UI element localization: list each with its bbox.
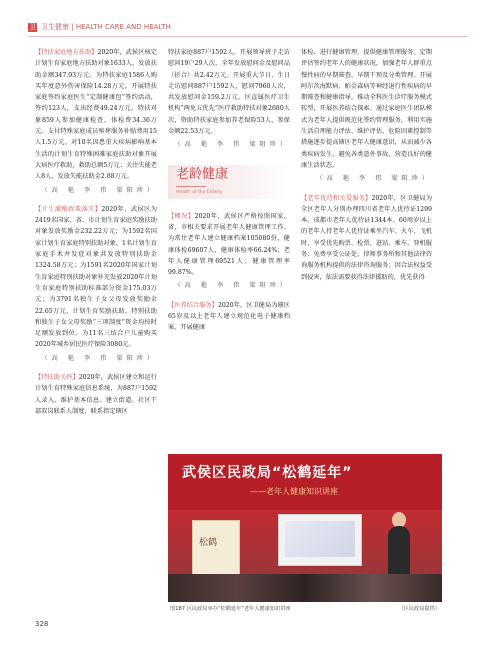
photo-board-text: 松鹤 [199,538,218,548]
chapter-title: 老龄健康 [176,166,229,182]
photo-banner-subtext: ——老年人健康知识讲座 [250,487,338,496]
photo-stage-banner [168,454,442,510]
author-line: （高 艳 李 伟 梁阳珍） [41,186,157,194]
column-2 [168,47,290,334]
paragraph-incentive-policy [35,204,157,351]
photo-screen-content [285,521,355,557]
author-line: （高 艳 李 伟 梁阳珍） [316,175,432,183]
section-title-cn: 卫生健康 [41,23,69,31]
paragraph-continued: 体检、进行健康管理，提供健康管理服务。定期评估签约老年人的健康状况，加强老年人群重点慢性病的早期筛查、早期干预及分类管理。开展阿尔茨海默病、帕金森病等神经退行性疾病的早期筛查和健康指导。推动全科医生诊疗服务模式转型，开展医养结合探索。通过家庭医生团队模式为老年人提供规范化签约管理服务，利用实施生活自理能力评估、维护评估、危险因素控制等措施逐步提高辖区老年人健康意识，从而减少各类疾病发生，避免各类意外事故，营造良好的健康生活状态。 [301,49,432,169]
section-tag: 【特扶家庭地方扶助】 [35,49,98,56]
lecture-photo [168,454,442,602]
photo-projector-screen [278,514,362,566]
photo-display-board [192,520,240,580]
author-line: （高 艳 李 伟 梁阳珍） [174,141,290,149]
section-title [41,22,171,32]
section-logo: 卫 [29,23,36,31]
paragraph-overview [168,211,290,279]
section-title-en: | HEALTH CARE AND HEALTH [71,23,171,31]
paragraph-continued: 特扶家庭887户1592人。开展领导班子走访慰问19户29人次，全年发放慰问金及慰问品（折合）共2.42万元。开展重大节日、生日走访慰问887户1592人，慰问7960人次，共发放慰问金159.2万元。区直属医疗卫生机构“两免五优先”医疗救助特扶对象2680人次，资助特扶家庭参加养老保险53人，参保金额22.53万元。 [168,49,290,136]
paragraph-text: 2020年，区卫健局为全区老年人分别办理四川省老年人优待证1299本。成都市老年人优待证1344本。60周岁以上的老年人持老年人优待证乘坐汽车、火车、飞机时，享受优先购票、检票、进站、乘车、登机服务；免费享受公证处、律师事务所和其他法律咨询服务机构提供的法律咨询服务；因合法权益受到侵害，依法需要获得法律援助的，优先获得 [301,194,433,281]
caption-text: 图187 区民政局举办“松鹤延年”老年人健康知识讲座 [170,606,291,612]
section-tag: 【概况】 [168,212,195,220]
author-line: （高 艳 李 伟 梁阳珍） [174,282,290,290]
photo-banner-text: 武侯区民政局“松鹤延年” [182,465,353,481]
paragraph-text: 2020年，武侯区核定计划生育家庭地方扶助对象1633人，发放扶助金额347.93万元。为特扶家庭1586人购买年度意外伤害保险14.28万元。开展特扶家庭签约家庭医生“定制健康包”签约活动，签约123人，支出经费49.24万元。特扶对象859人参加健康检查，体检费34.36万元。支付特殊家庭成员殡葬服务补贴费用15人1.5万元。对10名因患重大疾病影响基本生活的计划生育特殊困难家庭扶助对象开展大病医疗救助，救助总额5万元；关注失能老人8人，发放失能扶助金2.88万元。 [35,49,157,181]
section-tag: 【计生激励政策落实】 [35,205,102,213]
chapter-banner [168,165,290,199]
photo-audience [168,574,442,602]
paragraph-special-care [35,372,157,417]
section-tag: 【老年优待和关爱服务】 [301,194,372,202]
chapter-subtitle: Health of the Elderly [176,189,223,195]
caption-credit: （区民政局提供） [398,606,440,612]
paragraph-special-family-assistance [35,47,157,183]
paragraph-medical-care [168,300,290,334]
page-number: 328 [35,620,49,628]
column-1 [35,47,157,417]
photo-caption [170,605,440,612]
paragraph-text: 2020年，武侯区为2419名国家、省、市计划生育家庭奖励扶助对象发放奖励金232.22万元；为1592名国家计划生育家庭特别扶助对象、1名计划生育家庭手术并发症对象共发放特别扶助金1324.58万元；为1591名2020年国家计划生育家庭特别扶助对象补充发放2020年计划生育家庭特别扶助标准部分资金175.03万元；为3791名独生子女父母发放奖励金22.65万元，计划生育奖励扶助、特别扶助和独生子女父母奖励“三项制度”资金均按时足额发放到位。为11名三结合户儿童购买2020年城乡居民医疗保险3080元。 [35,205,157,349]
section-tag: 【特扶助关怀】 [35,374,79,382]
column-3 [301,47,432,283]
paragraph-text: 2020年，武侯区建立和运行计划生育特殊家庭信息系统，为887户1592人录入、维护基本信息。建立街道、社区干部双岗联系人制度，联系指定辖区 [35,374,157,415]
author-line: （高 艳 李 伟 梁阳珍） [41,354,157,362]
paragraph-text: 2020年，武侯区严格按照国家、省、市相关要求开展老年人健康管理工作。为常住老年人建立健康档案105080份，健康体检69607人，健康体检率66.24%；老年人健康管理69521人、健康管理率99.87%。 [168,212,290,277]
section-tag: 【医养结合服务】 [168,301,218,309]
page-header [28,22,468,37]
paragraph-elderly-benefits [301,193,432,283]
paragraph-text: 2020年，区卫健局为辖区65岁及以上老年人建立规范化电子健康档案、开展健康 [168,301,290,332]
